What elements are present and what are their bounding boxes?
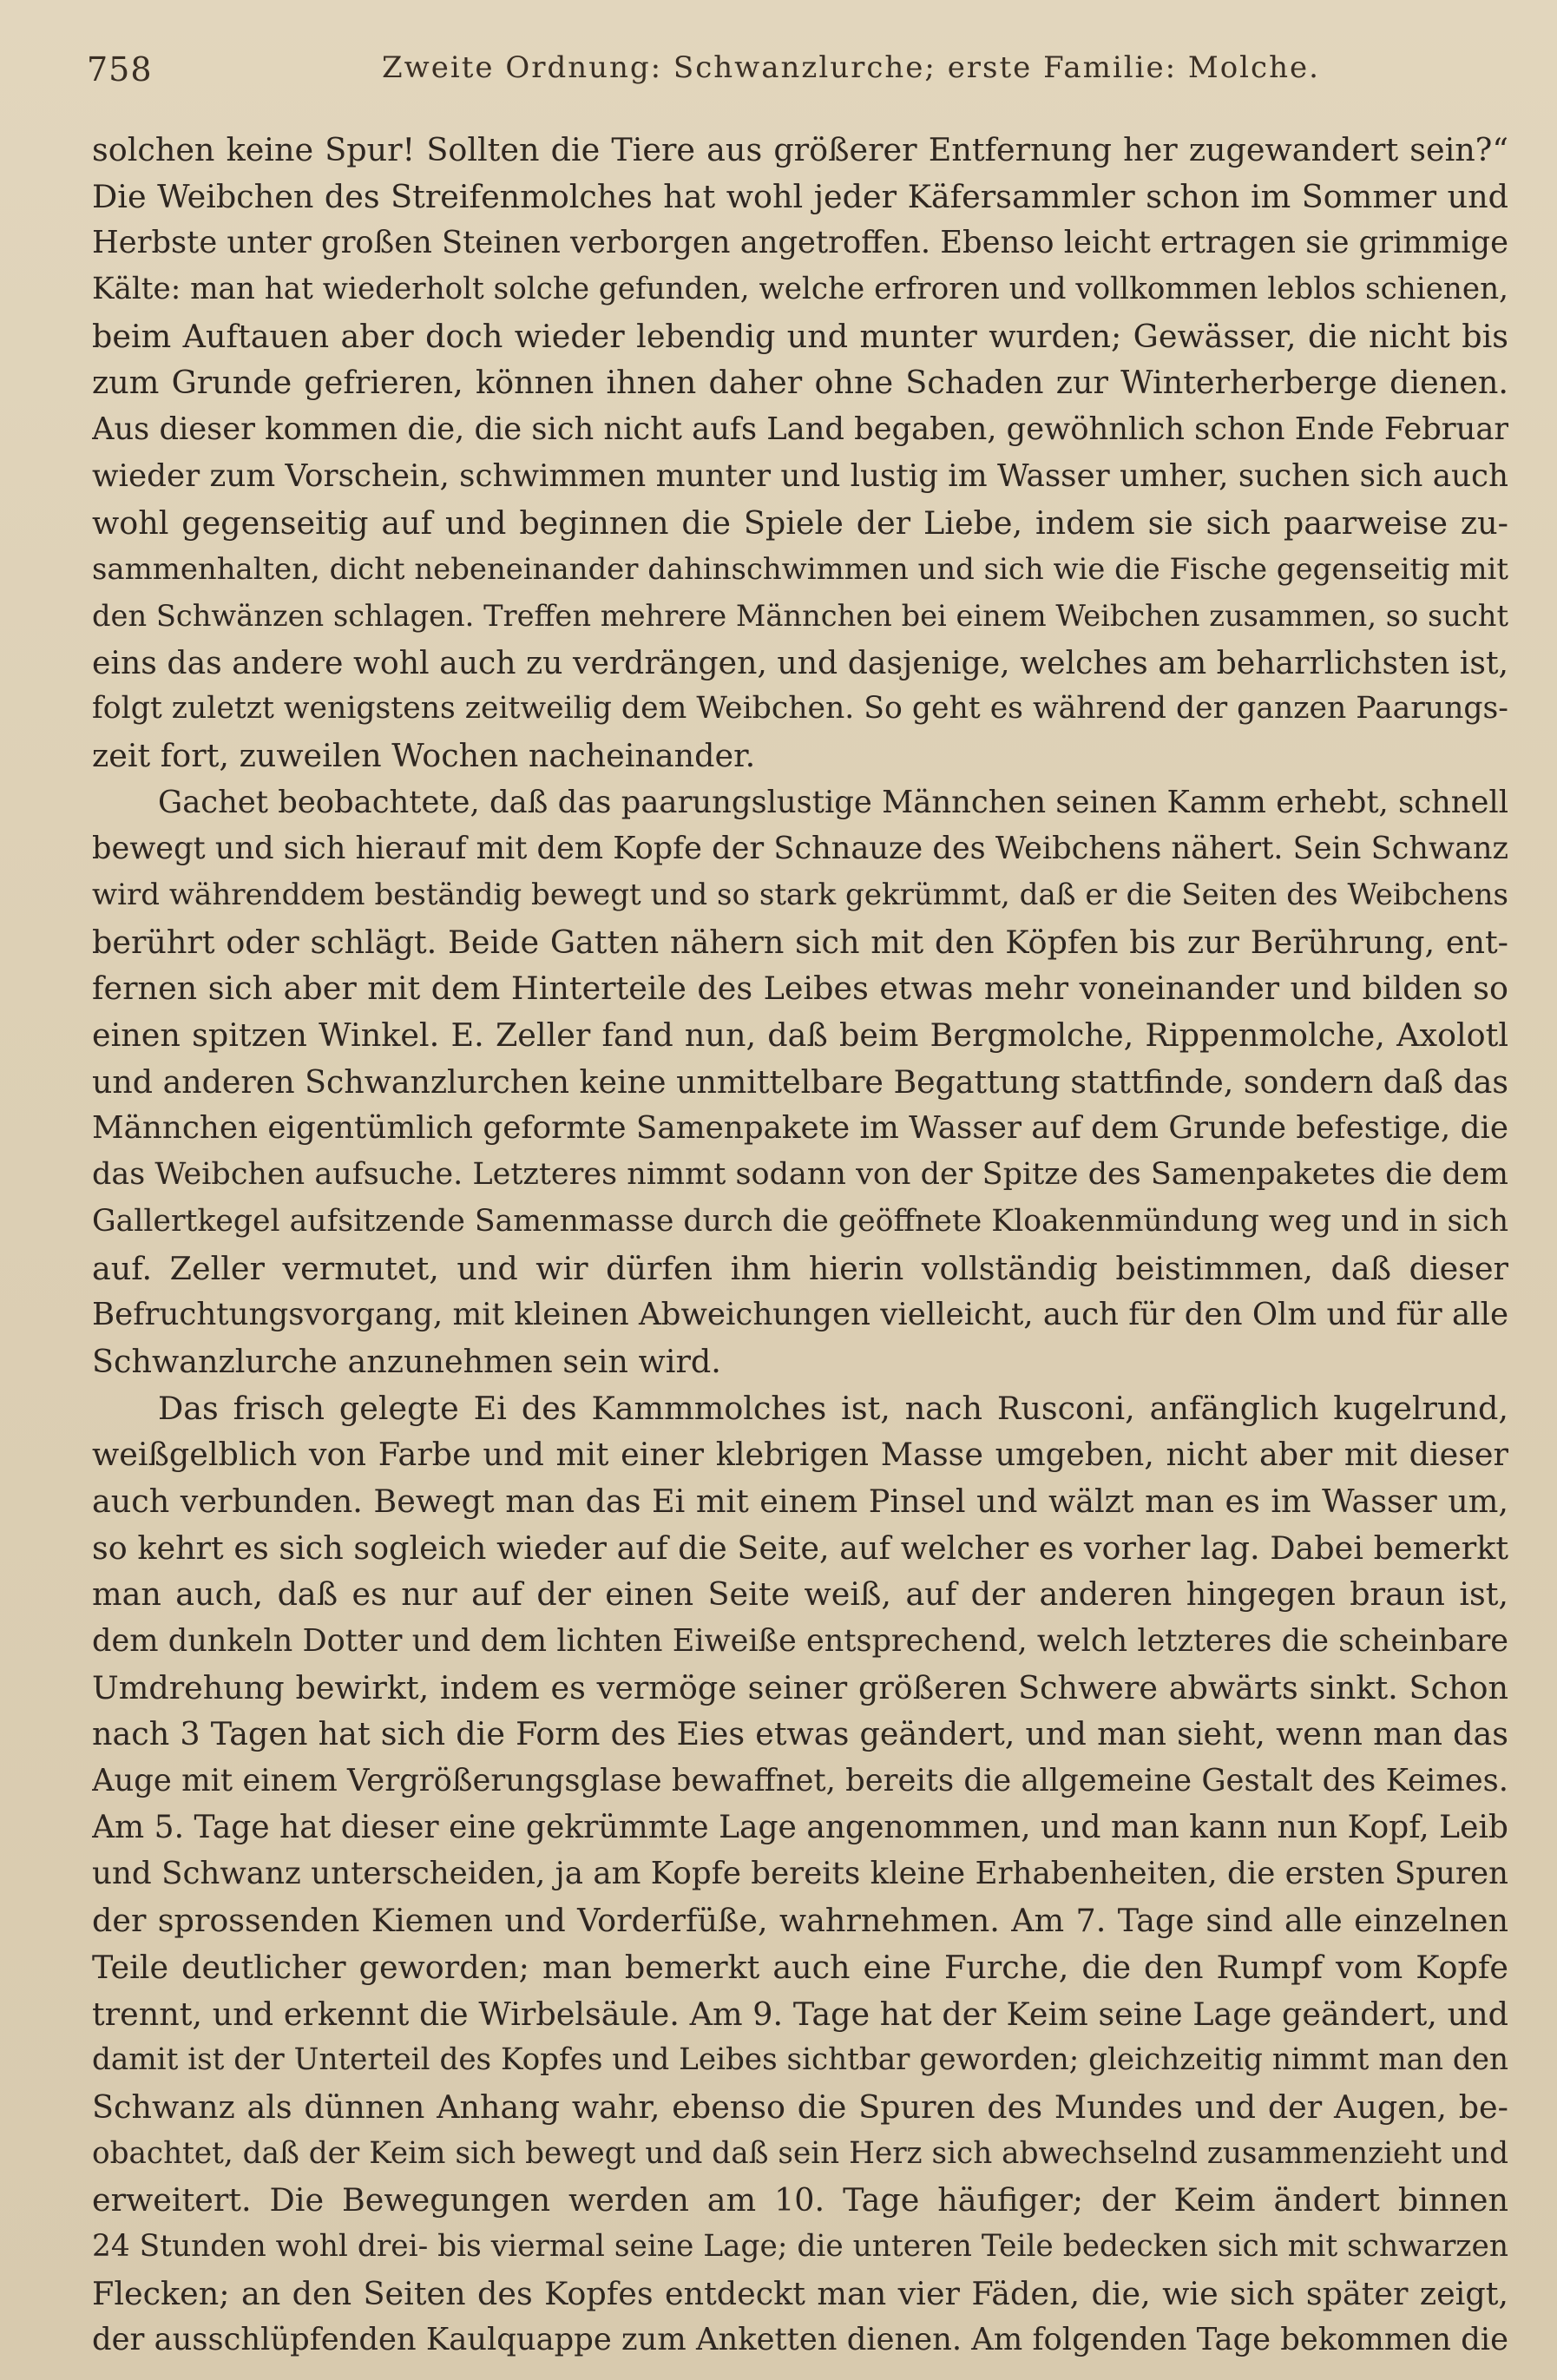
text-line: Die Weibchen des Streifenmolches hat wohl jeder Käfersammler schon im Sommer und xyxy=(92,177,1508,215)
text-line: und Schwanz unterscheiden, ja am Kopfe bereits kleine Erhabenheiten, die ersten Spuren xyxy=(92,1856,1508,1892)
text-line: wieder zum Vorschein, schwimmen munter und lustig im Wasser umher, suchen sich auch xyxy=(92,457,1508,494)
text-line: einen spitzen Winkel. E. Zeller fand nun, daß beim Bergmolche, Rippenmolche, Axolotl xyxy=(92,1016,1508,1055)
text-line: sammenhalten, dicht nebeneinander dahinschwimmen und sich wie die Fische gegenseitig mit xyxy=(92,552,1508,587)
paragraph xyxy=(92,1385,1508,2364)
text-line: Umdrehung bewirkt, indem es vermöge seiner größeren Schwere abwärts sinkt. Schon xyxy=(92,1668,1508,1706)
text-line: trennt, und erkennt die Wirbelsäule. Am 9. Tage hat der Keim seine Lage geändert, und xyxy=(92,1995,1508,2033)
text-line: wohl gegenseitig auf und beginnen die Spiele der Liebe, indem sie sich paarweise zu- xyxy=(92,503,1508,542)
text-line: dem dunkeln Dotter und dem lichten Eiweiße entsprechend, welch letzteres die scheinbare xyxy=(92,1623,1508,1659)
text-line: Gallertkegel aufsitzende Samenmasse durch die geöffnete Kloakenmündung weg und in sich xyxy=(92,1203,1508,1239)
text-line: Teile deutlicher geworden; man bemerkt auch eine Furche, die den Rumpf vom Kopfe xyxy=(92,1948,1508,1986)
text-line: der sprossenden Kiemen und Vorderfüße, wahrnehmen. Am 7. Tage sind alle einzelnen xyxy=(92,1902,1508,1940)
text-line: Befruchtungsvorgang, mit kleinen Abweichungen vielleicht, auch für den Olm und für alle xyxy=(92,1297,1508,1333)
text-line: Aus dieser kommen die, die sich nicht aufs Land begaben, gewöhnlich schon Ende Februar xyxy=(92,411,1508,448)
text-line: damit ist der Unterteil des Kopfes und Leibes sichtbar geworden; gleichzeitig nimmt man den xyxy=(92,2042,1508,2078)
text-line: Flecken; an den Seiten des Kopfes entdeckt man vier Fäden, die, wie sich später zeigt, xyxy=(92,2274,1508,2312)
text-line: obachtet, daß der Keim sich bewegt und daß sein Herz sich abwechselnd zusammenzieht und xyxy=(92,2135,1508,2171)
page-number: 758 xyxy=(87,50,153,89)
text-line: zum Grunde gefrieren, können ihnen daher ohne Schaden zur Winterherberge dienen. xyxy=(92,364,1508,402)
text-line: auf. Zeller vermutet, und wir dürfen ihm hierin vollständig beistimmen, daß dieser xyxy=(92,1249,1508,1287)
text-line: so kehrt es sich sogleich wieder auf die Seite, auf welcher es vorher lag. Dabei bemerkt xyxy=(92,1529,1508,1567)
text-line: Gachet beobachtete, daß das paarungslustige Männchen seinen Kamm erhebt, schnell xyxy=(158,784,1508,820)
text-line: Schwanz als dünnen Anhang wahr, ebenso die Spuren des Mundes und der Augen, be- xyxy=(92,2087,1508,2126)
text-line: Schwanzlurche anzunehmen sein wird. xyxy=(92,1342,721,1380)
text-line: 24 Stunden wohl drei- bis viermal seine Lage; die unteren Teile bedecken sich mit schwarzen xyxy=(92,2228,1508,2264)
text-line: man auch, daß es nur auf der einen Seite weiß, auf der anderen hingegen braun ist, xyxy=(92,1575,1508,1614)
body-text xyxy=(92,127,1508,2364)
text-line: den Schwänzen schlagen. Treffen mehrere Männchen bei einem Weibchen zusammen, so sucht xyxy=(92,598,1508,633)
text-line: das Weibchen aufsuche. Letzteres nimmt sodann von der Spitze des Samenpaketes die dem xyxy=(92,1157,1508,1193)
text-line: solchen keine Spur! Sollten die Tiere aus größerer Entfernung her zugewandert sein?“ xyxy=(92,131,1508,168)
paragraph xyxy=(92,127,1508,779)
text-line: fernen sich aber mit dem Hinterteile des Leibes etwas mehr voneinander und bilden so xyxy=(92,970,1508,1008)
paragraph xyxy=(92,779,1508,1385)
text-line: berührt oder schlägt. Beide Gatten nähern sich mit den Köpfen bis zur Berührung, ent- xyxy=(92,923,1508,961)
text-line: zeit fort, zuweilen Wochen nacheinander. xyxy=(92,736,756,774)
text-line: erweitert. Die Bewegungen werden am 10. Tage häufiger; der Keim ändert binnen xyxy=(92,2181,1508,2219)
text-line: eins das andere wohl auch zu verdrängen, und dasjenige, welches am beharrlichsten ist, xyxy=(92,643,1508,681)
text-line: Auge mit einem Vergrößerungsglase bewaffnet, bereits die allgemeine Gestalt des Keimes. xyxy=(92,1763,1508,1799)
text-line: Herbste unter großen Steinen verborgen angetroffen. Ebenso leicht ertragen sie grimmige xyxy=(92,225,1508,261)
text-line: wird währenddem beständig bewegt und so stark gekrümmt, daß er die Seiten des Weibchens xyxy=(92,878,1508,912)
text-line: Am 5. Tage hat dieser eine gekrümmte Lage angenommen, und man kann nun Kopf, Leib xyxy=(92,1809,1508,1845)
text-line: weißgelblich von Farbe und mit einer klebrigen Masse umgeben, nicht aber mit dieser xyxy=(92,1436,1508,1474)
text-line: auch verbunden. Bewegt man das Ei mit einem Pinsel und wälzt man es im Wasser um, xyxy=(92,1482,1508,1520)
text-line: Das frisch gelegte Ei des Kammmolches ist, nach Rusconi, anfänglich kugelrund, xyxy=(158,1389,1508,1427)
page-header xyxy=(87,50,1519,102)
running-title: Zweite Ordnung: Schwanzlurche; erste Familie: Molche. xyxy=(382,50,1320,85)
text-line: bewegt und sich hierauf mit dem Kopfe der Schnauze des Weibchens nähert. Sein Schwanz xyxy=(92,831,1508,867)
text-line: der ausschlüpfenden Kaulquappe zum Anketten dienen. Am folgenden Tage bekommen die xyxy=(92,2322,1508,2358)
text-line: Kälte: man hat wiederholt solche gefunden, welche erfroren und vollkommen leblos schienen, xyxy=(92,272,1508,307)
text-line: Männchen eigentümlich geformte Samenpakete im Wasser auf dem Grunde befestige, die xyxy=(92,1110,1508,1147)
text-line: nach 3 Tagen hat sich die Form des Eies etwas geändert, und man sieht, wenn man das xyxy=(92,1715,1508,1753)
text-line: beim Auftauen aber doch wieder lebendig und munter wurden; Gewässer, die nicht bis xyxy=(92,317,1508,355)
text-line: folgt zuletzt wenigstens zeitweilig dem Weibchen. So geht es während der ganzen Paarungs- xyxy=(92,691,1508,726)
text-line: und anderen Schwanzlurchen keine unmittelbare Begattung stattfinde, sondern daß das xyxy=(92,1062,1508,1101)
